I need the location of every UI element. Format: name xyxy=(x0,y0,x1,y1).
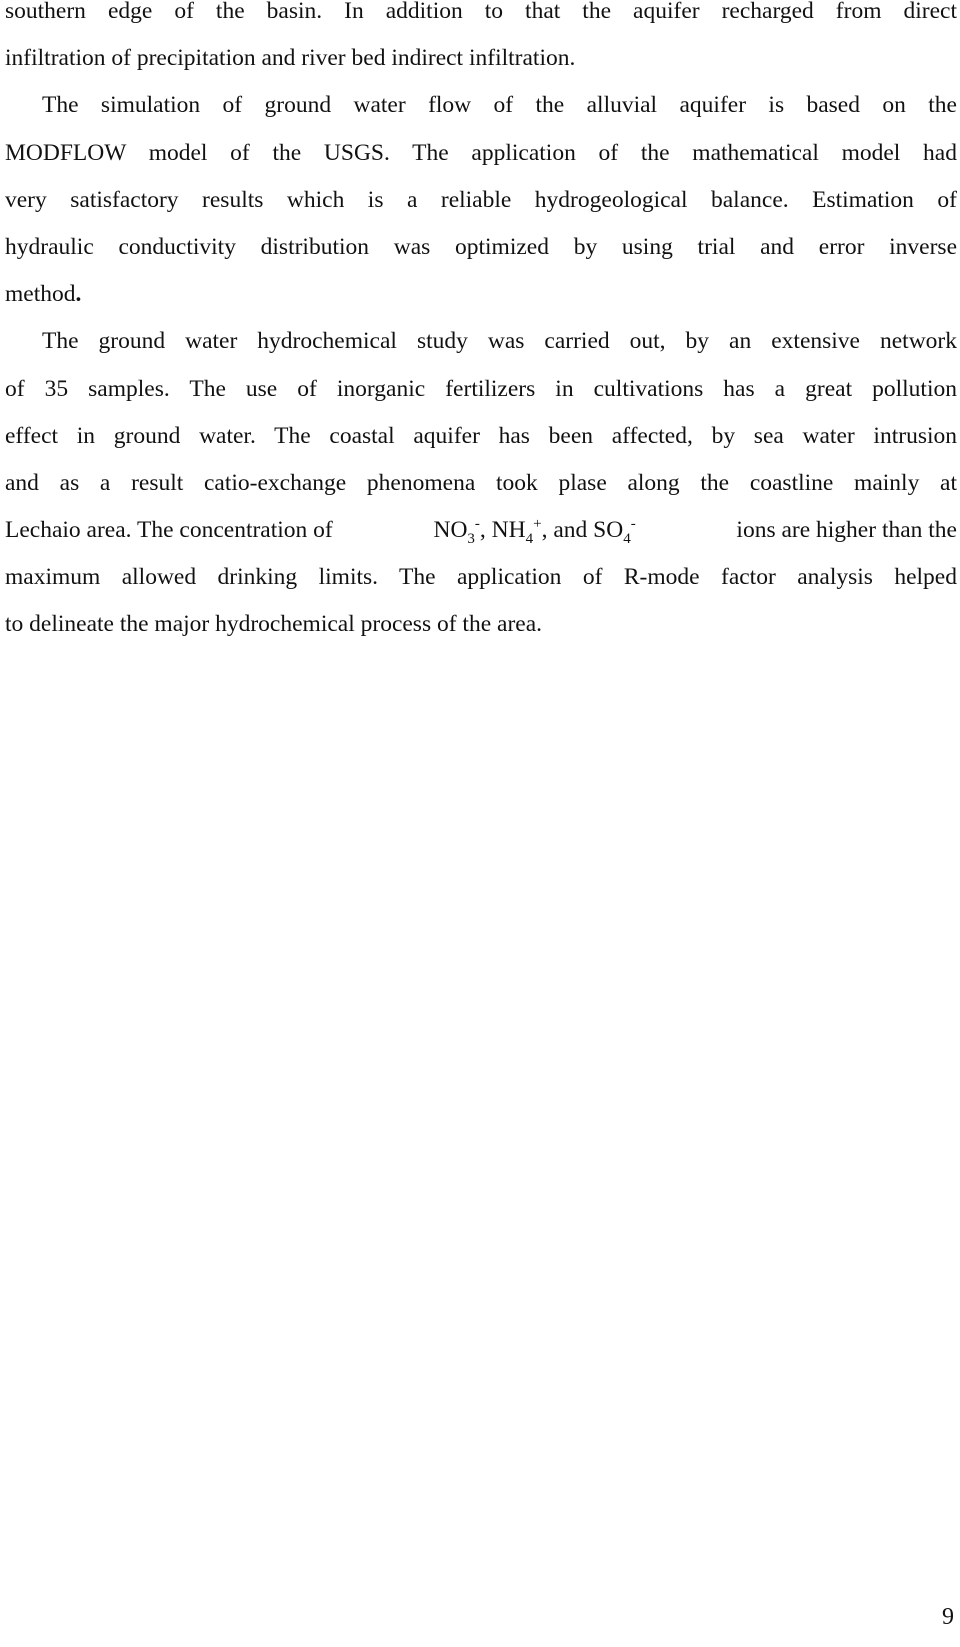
text-line: very satisfactory results which is a reliable hydrogeological balance. Estimation of xyxy=(5,186,957,213)
ion-no3-subscript: 3 xyxy=(467,531,475,548)
text-line: maximum allowed drinking limits. The application of R-mode factor analysis helped xyxy=(5,564,957,591)
ion-no3: NO xyxy=(433,517,468,544)
body-text xyxy=(5,0,957,649)
text-line: infiltration of precipitation and river bed indirect infiltration. xyxy=(5,45,576,72)
text-line: MODFLOW model of the USGS. The application of the mathematical model had xyxy=(5,139,957,166)
text-line: to delineate the major hydrochemical process of the area. xyxy=(5,611,543,638)
page-number: 9 xyxy=(942,1604,954,1630)
method-word: method xyxy=(5,281,76,308)
ion-nh4-subscript: 4 xyxy=(525,531,534,548)
ions-formulas xyxy=(433,507,635,554)
ions-line xyxy=(5,507,957,554)
text-line: southern edge of the basin. In addition to that the aquifer recharged from direct xyxy=(5,0,957,24)
ion-so4-subscript: 4 xyxy=(623,531,631,548)
ion-no3-superscript: - xyxy=(474,516,480,533)
method-period: . xyxy=(75,281,82,308)
text-line: effect in ground water. The coastal aquifer has been affected, by sea water intrusion xyxy=(5,422,957,449)
text-line: hydraulic conductivity distribution was optimized by using trial and error inverse xyxy=(5,233,957,260)
text-line: The simulation of ground water flow of the alluvial aquifer is based on the xyxy=(42,92,957,119)
ion-so4-superscript: - xyxy=(630,516,636,533)
ion-nh4-superscript: + xyxy=(533,516,542,533)
ion-so4: , and SO xyxy=(541,517,624,544)
text-line: and as a result catio-exchange phenomena took plase along the coastline mainly at xyxy=(5,469,957,496)
ions-prefix: Lechaio area. The concentration of xyxy=(5,517,333,544)
text-line xyxy=(5,271,957,318)
text-line: The ground water hydrochemical study was carried out, by an extensive network xyxy=(42,328,957,355)
ion-nh4: , NH xyxy=(479,517,526,544)
ions-suffix: ions are higher than the xyxy=(736,517,957,544)
text-line: of 35 samples. The use of inorganic fertilizers in cultivations has a great pollution xyxy=(5,375,957,402)
